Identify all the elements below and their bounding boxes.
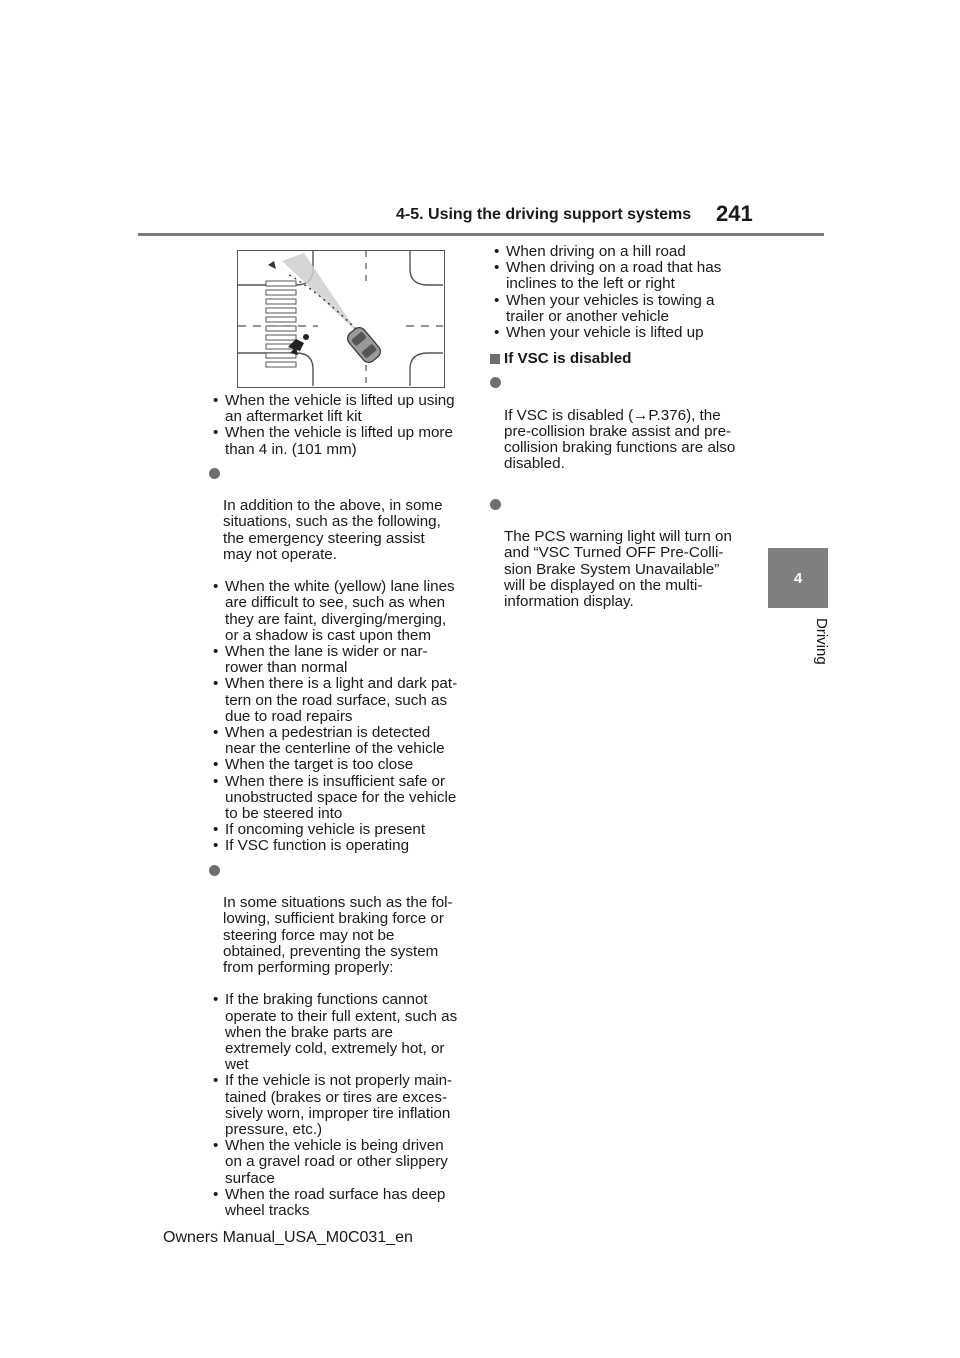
list-item: • When the target is too close bbox=[209, 757, 471, 773]
vsc-disabled-note bbox=[490, 375, 760, 488]
header-rule bbox=[138, 233, 824, 236]
list-item: • When driving on a hill road bbox=[490, 244, 760, 260]
list-item: • When the vehicle is lifted up using an aftermarket lift kit bbox=[209, 393, 471, 425]
filled-circle-icon bbox=[490, 499, 501, 510]
list-item: • When the white (yellow) lane lines are difficult to see, such as when they are faint, diverging/merging, or a shadow is cast upon them bbox=[209, 579, 471, 644]
list-item: • If VSC function is operating bbox=[209, 838, 471, 854]
left-column bbox=[209, 393, 471, 1219]
page-number: 241 bbox=[716, 201, 753, 226]
note-text: In some situations such as the fol- lowing, sufficient braking force or steering force may not be obtained, preventing the system from performing properly: bbox=[223, 894, 453, 976]
chapter-label: Driving bbox=[813, 618, 830, 665]
list-item: • If the braking functions cannot operate to their full extent, such as when the brake parts are extremely cold, extremely hot, or wet bbox=[209, 992, 471, 1073]
pedestrian-crossing-figure bbox=[237, 250, 445, 388]
filled-circle-icon bbox=[490, 377, 501, 388]
pedestrian-crossing-vehicle-illustration-icon bbox=[238, 251, 443, 386]
braking-conditions-list bbox=[209, 992, 471, 1219]
steering-assist-note bbox=[209, 466, 471, 579]
list-item: • If the vehicle is not properly main- tained (brakes or tires are exces- sively worn, improper tire inflation pressure, etc.) bbox=[209, 1073, 471, 1138]
list-item: • When the road surface has deep wheel tracks bbox=[209, 1187, 471, 1219]
list-item: • When the vehicle is being driven on a gravel road or other slippery surface bbox=[209, 1138, 471, 1187]
filled-circle-icon bbox=[209, 468, 220, 479]
braking-force-note bbox=[209, 863, 471, 993]
list-item: • When there is a light and dark pat- tern on the road surface, such as due to road repairs bbox=[209, 676, 471, 725]
left-lead-list bbox=[209, 393, 471, 458]
list-item: • When your vehicle is lifted up bbox=[490, 325, 760, 341]
list-item: • When your vehicles is towing a trailer or another vehicle bbox=[490, 293, 760, 325]
right-column bbox=[490, 244, 760, 626]
note-text: If VSC is disabled (→P.376), the pre-collision brake assist and pre- collision braking functions are also disabled. bbox=[504, 406, 736, 473]
list-item: • When the vehicle is lifted up more than 4 in. (101 mm) bbox=[209, 425, 471, 457]
footer-manual-id: Owners Manual_USA_M0C031_en bbox=[163, 1229, 413, 1246]
pcs-warning-note bbox=[490, 497, 760, 627]
note-text: In addition to the above, in some situations, such as the following, the emergency steering assist may not operate. bbox=[223, 497, 443, 563]
list-item: • When there is insufficient safe or unobstructed space for the vehicle to be steered into bbox=[209, 774, 471, 823]
heading-text: If VSC is disabled bbox=[504, 350, 632, 368]
list-item: • When driving on a road that has inclines to the left or right bbox=[490, 260, 760, 292]
vsc-disabled-heading bbox=[490, 351, 760, 367]
chapter-tab[interactable] bbox=[768, 548, 828, 608]
filled-square-icon bbox=[490, 354, 500, 364]
list-item: • If oncoming vehicle is present bbox=[209, 822, 471, 838]
chapter-number: 4 bbox=[793, 569, 803, 587]
right-lead-list bbox=[490, 244, 760, 341]
steering-conditions-list bbox=[209, 579, 471, 854]
section-title: 4-5. Using the driving support systems bbox=[396, 206, 692, 223]
filled-circle-icon bbox=[209, 865, 220, 876]
list-item: • When the lane is wider or nar- rower than normal bbox=[209, 644, 471, 676]
list-item: • When a pedestrian is detected near the centerline of the vehicle bbox=[209, 725, 471, 757]
note-text: The PCS warning light will turn on and “VSC Turned OFF Pre-Colli- sion Brake System Unavailable” will be displayed on the multi- information display. bbox=[504, 528, 732, 611]
